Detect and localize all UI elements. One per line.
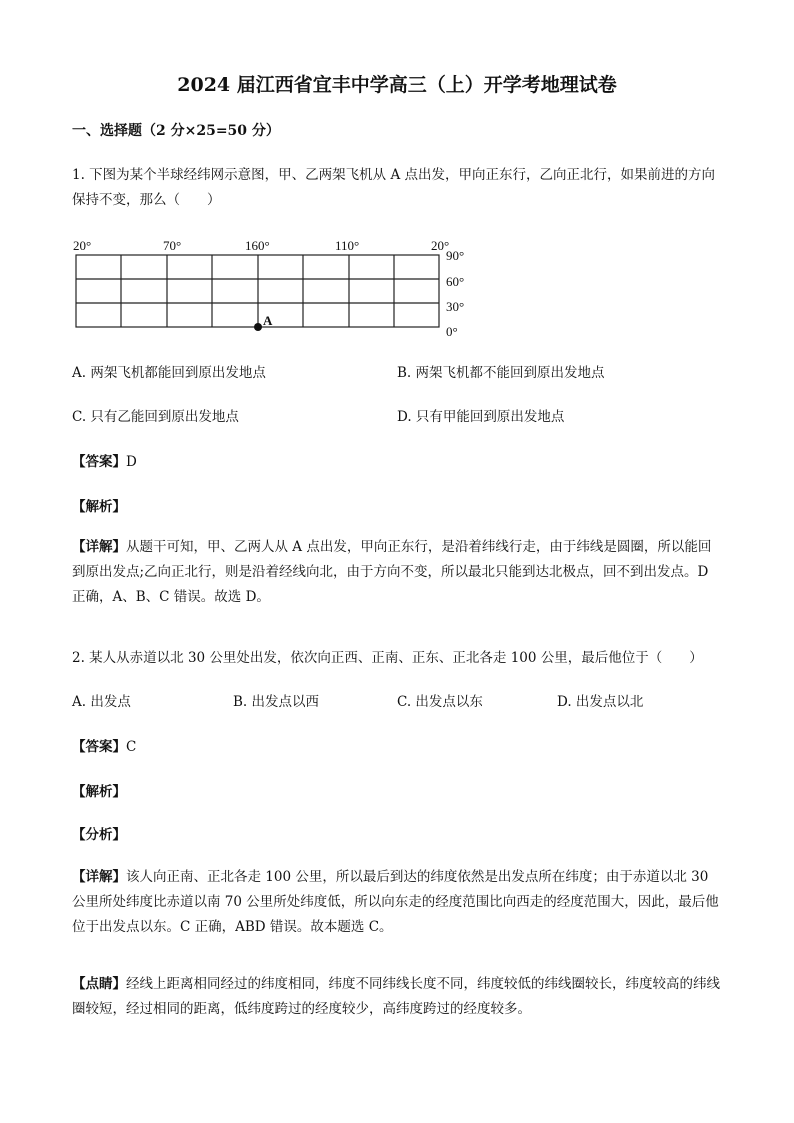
q2-answer-line (72, 735, 136, 755)
point-a-label: A (263, 313, 273, 328)
q1-option-c: C. 只有乙能回到原出发地点 (72, 409, 239, 425)
q1-detail-tag: 【详解】 (72, 539, 126, 555)
q1-option-a: A. 两架飞机都能回到原出发地点 (72, 365, 266, 381)
q2-detail-text: 该人向正南、正北各走 100 公里，所以最后到达的纬度依然是出发点所在纬度；由于赤道以北 30 公里所处纬度比赤道以南 70 公里所处纬度低，所以向东走的经度范围比向西走的经度范围大，因此，最后他位于出发点以东。C 正确，ABD 错误。故本题选 C。 (72, 869, 719, 935)
lat-label-0: 0° (446, 324, 458, 339)
lat-label-30: 30° (446, 299, 465, 314)
q1-detail (72, 535, 722, 610)
q2-option-a: A. 出发点 (72, 694, 131, 710)
q2-comment (72, 972, 722, 1022)
q1-detail-text: 从题干可知，甲、乙两人从 A 点出发，甲向正东行，是沿着纬线行走，由于纬线是圆圈，所以能回到原出发点;乙向正北行，则是沿着经线向北，由于方向不变，所以最北只能到达北极点，回不到出发点。D 正确，A、B、C 错误。故选 D。 (72, 539, 712, 605)
q2-analysis-tag: 【解析】 (72, 784, 126, 800)
q2-option-b: B. 出发点以西 (233, 694, 320, 710)
lon-label-1: 20° (73, 238, 92, 253)
q2-option-d: D. 出发点以北 (557, 694, 644, 710)
q1-option-b: B. 两架飞机都不能回到原出发地点 (397, 365, 605, 381)
q2-option-c: C. 出发点以东 (397, 694, 483, 710)
q2-fenxi-tag: 【分析】 (72, 827, 126, 843)
lon-label-5: 20° (431, 238, 450, 253)
q1-analysis-tag: 【解析】 (72, 499, 126, 515)
q2-comment-tag: 【点睛】 (72, 976, 126, 992)
section-heading: 一、选择题（2 分×25=50 分） (72, 123, 280, 139)
lon-label-4: 110° (335, 238, 360, 253)
page-title: 2024 届江西省宜丰中学高三（上）开学考地理试卷 (177, 74, 617, 96)
grid-lines (76, 255, 439, 327)
lat-label-60: 60° (446, 274, 465, 289)
q1-answer-value: D (126, 454, 137, 470)
q2-detail-tag: 【详解】 (72, 869, 126, 885)
q2-comment-text: 经线上距离相同经过的纬度相同，纬度不同纬线长度不同，纬度较低的纬线圈较长，纬度较高的纬线圈较短，经过相同的距离，低纬度跨过的经度较少，高纬度跨过的经度较多。 (72, 976, 720, 1017)
lat-label-90: 90° (446, 248, 465, 263)
q1-graticule-figure (70, 236, 480, 340)
q1-answer-tag: 【答案】 (72, 454, 126, 470)
q2-detail (72, 865, 722, 940)
q1-stem: 1. 下图为某个半球经纬网示意图，甲、乙两架飞机从 A 点出发，甲向正东行，乙向正北行，如果前进的方向保持不变，那么（ ） (72, 167, 716, 208)
q1-answer-line (72, 450, 137, 470)
q2-answer-tag: 【答案】 (72, 739, 126, 755)
lon-label-3: 160° (245, 238, 270, 253)
q2-answer-value: C (126, 739, 137, 755)
q2-stem: 2. 某人从赤道以北 30 公里处出发，依次向正西、正南、正东、正北各走 100 公里，最后他位于（ ） (72, 650, 703, 666)
q1-option-d: D. 只有甲能回到原出发地点 (397, 409, 565, 425)
point-a-marker (254, 323, 262, 331)
lon-label-2: 70° (163, 238, 182, 253)
